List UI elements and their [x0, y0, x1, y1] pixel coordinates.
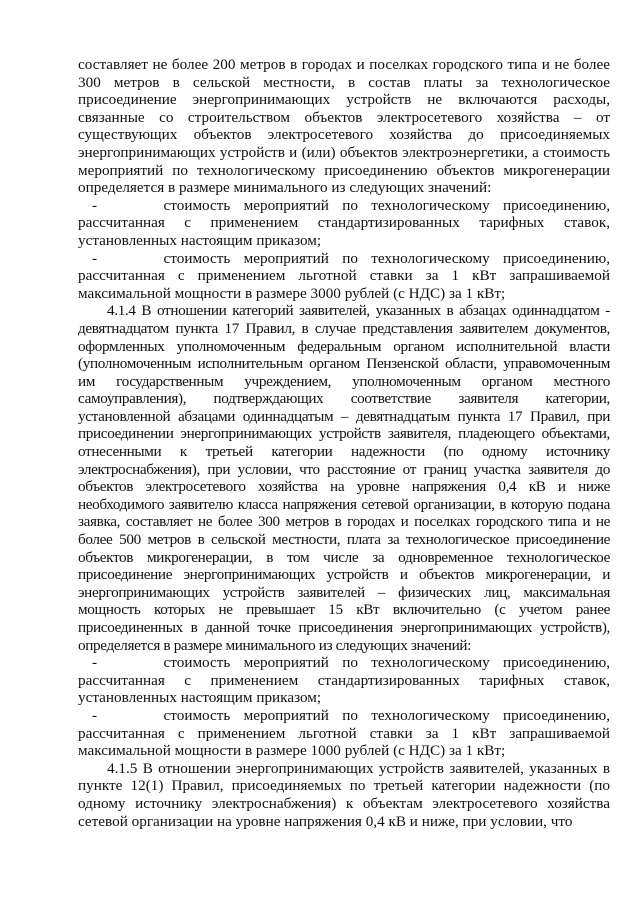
paragraph-4-1-5: 4.1.5 В отношении энергопринимающих устройств заявителей, указанных в пункте 12(1) Правил, присоединяемых по третьей категории надежности (по одному источнику электроснабжения) к объектам электросетевого хозяйства сетевой организации на уровне напряжения 0,4 кВ и ниже, при условии, что [78, 759, 610, 830]
document-page [78, 56, 610, 830]
paragraph-4-1-4: 4.1.4 В отношении категорий заявителей, указанных в абзацах одиннадцатом - девятнадцатом пункта 17 Правил, в случае представления заявителем документов, оформленных уполномоченным федеральным органом исполнительной власти (уполномоченным исполнительным органом Пензенской области, управомоченным им государственным учреждением, уполномоченным органом местного самоуправления), подтверждающих соответствие заявителя категории, установленной абзацами одиннадцатым – девятнадцатым пункта 17 Правил, при присоединении энергопринимающих устройств заявителя, пладеющего объектами, отнесенными к третьей категории надежности (по одному источнику электроснабжения), при условии, что расстояние от границ участка заявителя до объектов электросетевого хозяйства на уровне напряжения 0,4 кВ и ниже необходимого заявителю класса напряжения сетевой организации, в которую подана заявка, составляет не более 300 метров в городах и поселках городского типа и не более 500 метров в сельской местности, плата за технологическое присоединение объектов микрогенерации, в том числе за одновременное технологическое присоединение энергопринимающих устройств и объектов микрогенерации, и энергопринимающих устройств заявителей – физических лиц, максимальная мощность которых не превышает 15 кВт включительно (с учетом ранее присоединенных в данной точке присоединения энергопринимающих устройств), определяется в размере минимального из следующих значений: [78, 302, 610, 654]
list-item-preferential-rate-3000: - стоимость мероприятий по технологическому присоединению, рассчитанная с применением льготной ставки за 1 кВт запрашиваемой максимальной мощности в размере 3000 рублей (с НДС) за 1 кВт; [78, 249, 610, 302]
list-item-standard-rates-1: - стоимость мероприятий по технологическому присоединению, рассчитанная с применением стандартизированных тарифных ставок, установленных настоящим приказом; [78, 196, 610, 249]
list-item-standard-rates-2: - стоимость мероприятий по технологическому присоединению, рассчитанная с применением стандартизированных тарифных ставок, установленных настоящим приказом; [78, 654, 610, 707]
paragraph-tariff-conditions: составляет не более 200 метров в городах и поселках городского типа и не более 300 метров в сельской местности, в состав платы за технологическое присоединение энергопринимающих устройств не включаются расходы, связанные со строительством объектов электросетевого хозяйства – от существующих объектов электросетевого хозяйства до присоединяемых энергопринимающих устройств и (или) объектов электроэнергетики, а стоимость мероприятий по технологическому присоединению объектов микрогенерации определяется в размере минимального из следующих значений: [78, 56, 610, 197]
list-item-preferential-rate-1000: - стоимость мероприятий по технологическому присоединению, рассчитанная с применением льготной ставки за 1 кВт запрашиваемой максимальной мощности в размере 1000 рублей (с НДС) за 1 кВт; [78, 706, 610, 760]
